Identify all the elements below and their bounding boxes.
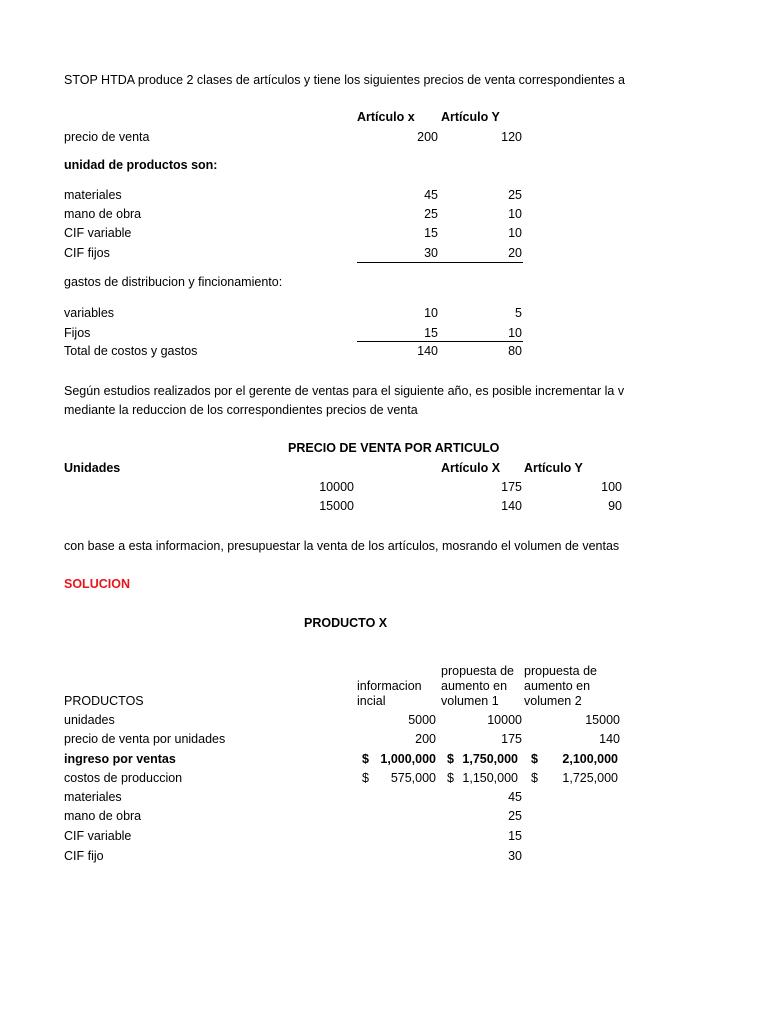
col-header-articulo-x: Artículo x bbox=[357, 110, 415, 124]
price-table-unidades-header: Unidades bbox=[64, 461, 121, 475]
cell-costos-2: 1,150,000 bbox=[462, 771, 518, 785]
detail-label-mano-de-obra: mano de obra bbox=[64, 809, 142, 823]
col-header-propuesta-1: propuesta de aumento en volumen 1 bbox=[441, 664, 514, 708]
detail-value-materiales: 45 bbox=[508, 790, 522, 804]
cell-fijos-x: 15 bbox=[424, 326, 438, 340]
cell-total-x: 140 bbox=[417, 344, 438, 358]
producto-x-title: PRODUCTO X bbox=[304, 616, 388, 630]
cell-ingreso-2: 1,750,000 bbox=[462, 752, 518, 766]
currency-costos-3: $ bbox=[531, 771, 538, 785]
detail-label-materiales: materiales bbox=[64, 790, 122, 804]
col-header-articulo-y: Artículo Y bbox=[441, 110, 500, 124]
cell-cif-variable-x: 15 bbox=[424, 226, 438, 240]
unidad-heading: unidad de productos son: bbox=[64, 158, 218, 172]
gastos-heading: gastos de distribucion y fincionamiento: bbox=[64, 275, 283, 289]
row-label-materiales: materiales bbox=[64, 188, 122, 202]
cell-ingreso-3: 2,100,000 bbox=[562, 752, 618, 766]
task-text: con base a esta informacion, presupuestar la venta de los artículos, mosrando el volumen de ventas bbox=[64, 539, 620, 553]
price-table-y-1: 100 bbox=[601, 480, 622, 494]
cell-cif-fijos-y: 20 bbox=[508, 246, 522, 260]
solucion-heading: SOLUCION bbox=[64, 577, 130, 591]
cell-materiales-x: 45 bbox=[424, 188, 438, 202]
row-label-precio: precio de venta bbox=[64, 130, 150, 144]
detail-value-cif-fijo: 30 bbox=[508, 849, 522, 863]
row-label-cif-variable: CIF variable bbox=[64, 226, 132, 240]
paragraph-line-2: mediante la reduccion de los correspondientes precios de venta bbox=[64, 403, 418, 417]
price-table-title: PRECIO DE VENTA POR ARTICULO bbox=[288, 441, 500, 455]
row-label-mano-de-obra: mano de obra bbox=[64, 207, 142, 221]
cell-ingreso-1: 1,000,000 bbox=[380, 752, 436, 766]
cell-precio-y: 120 bbox=[501, 130, 522, 144]
cell-mano-de-obra-x: 25 bbox=[424, 207, 438, 221]
price-table-units-1: 10000 bbox=[319, 480, 354, 494]
total-divider bbox=[357, 341, 523, 342]
row-label-unidades: unidades bbox=[64, 713, 115, 727]
col-header-informacion-inicial: informacion incial bbox=[357, 679, 422, 708]
currency-ingreso-2: $ bbox=[447, 752, 454, 766]
cell-variables-y: 5 bbox=[515, 306, 522, 320]
currency-ingreso-1: $ bbox=[362, 752, 369, 766]
price-table-col-x: Artículo X bbox=[441, 461, 501, 475]
productos-header: PRODUCTOS bbox=[64, 694, 144, 708]
detail-label-cif-variable: CIF variable bbox=[64, 829, 132, 843]
cell-cif-variable-y: 10 bbox=[508, 226, 522, 240]
cell-cif-fijos-x: 30 bbox=[424, 246, 438, 260]
cell-fijos-y: 10 bbox=[508, 326, 522, 340]
row-label-costos: costos de produccion bbox=[64, 771, 183, 785]
price-table-x-1: 175 bbox=[501, 480, 522, 494]
cell-unidades-1: 5000 bbox=[408, 713, 436, 727]
cell-mano-de-obra-y: 10 bbox=[508, 207, 522, 221]
row-label-variables: variables bbox=[64, 306, 115, 320]
detail-value-mano-de-obra: 25 bbox=[508, 809, 522, 823]
cell-total-y: 80 bbox=[508, 344, 522, 358]
row-label-total: Total de costos y gastos bbox=[64, 344, 198, 358]
intro-text: STOP HTDA produce 2 clases de artículos y tiene los siguientes precios de venta correspondientes a bbox=[64, 73, 625, 87]
cell-precio-2: 175 bbox=[501, 732, 522, 746]
subtotal-divider bbox=[357, 262, 523, 263]
paragraph-line-1: Según estudios realizados por el gerente de ventas para el siguiente año, es posible incrementar la v bbox=[64, 384, 625, 398]
detail-value-cif-variable: 15 bbox=[508, 829, 522, 843]
row-label-cif-fijos: CIF fijos bbox=[64, 246, 110, 260]
currency-ingreso-3: $ bbox=[531, 752, 538, 766]
price-table-y-2: 90 bbox=[608, 499, 622, 513]
cell-unidades-2: 10000 bbox=[487, 713, 522, 727]
cell-precio-3: 140 bbox=[599, 732, 620, 746]
cell-variables-x: 10 bbox=[424, 306, 438, 320]
row-label-ingreso: ingreso por ventas bbox=[64, 752, 176, 766]
price-table-col-y: Artículo Y bbox=[524, 461, 583, 475]
cell-precio-x: 200 bbox=[417, 130, 438, 144]
cell-materiales-y: 25 bbox=[508, 188, 522, 202]
col-header-propuesta-2: propuesta de aumento en volumen 2 bbox=[524, 664, 597, 708]
row-label-fijos: Fijos bbox=[64, 326, 91, 340]
row-label-precio-unidades: precio de venta por unidades bbox=[64, 732, 226, 746]
currency-costos-2: $ bbox=[447, 771, 454, 785]
detail-label-cif-fijo: CIF fijo bbox=[64, 849, 104, 863]
currency-costos-1: $ bbox=[362, 771, 369, 785]
cell-unidades-3: 15000 bbox=[585, 713, 620, 727]
cell-costos-1: 575,000 bbox=[390, 771, 436, 785]
cell-costos-3: 1,725,000 bbox=[562, 771, 618, 785]
price-table-x-2: 140 bbox=[501, 499, 522, 513]
price-table-units-2: 15000 bbox=[319, 499, 354, 513]
cell-precio-1: 200 bbox=[415, 732, 436, 746]
